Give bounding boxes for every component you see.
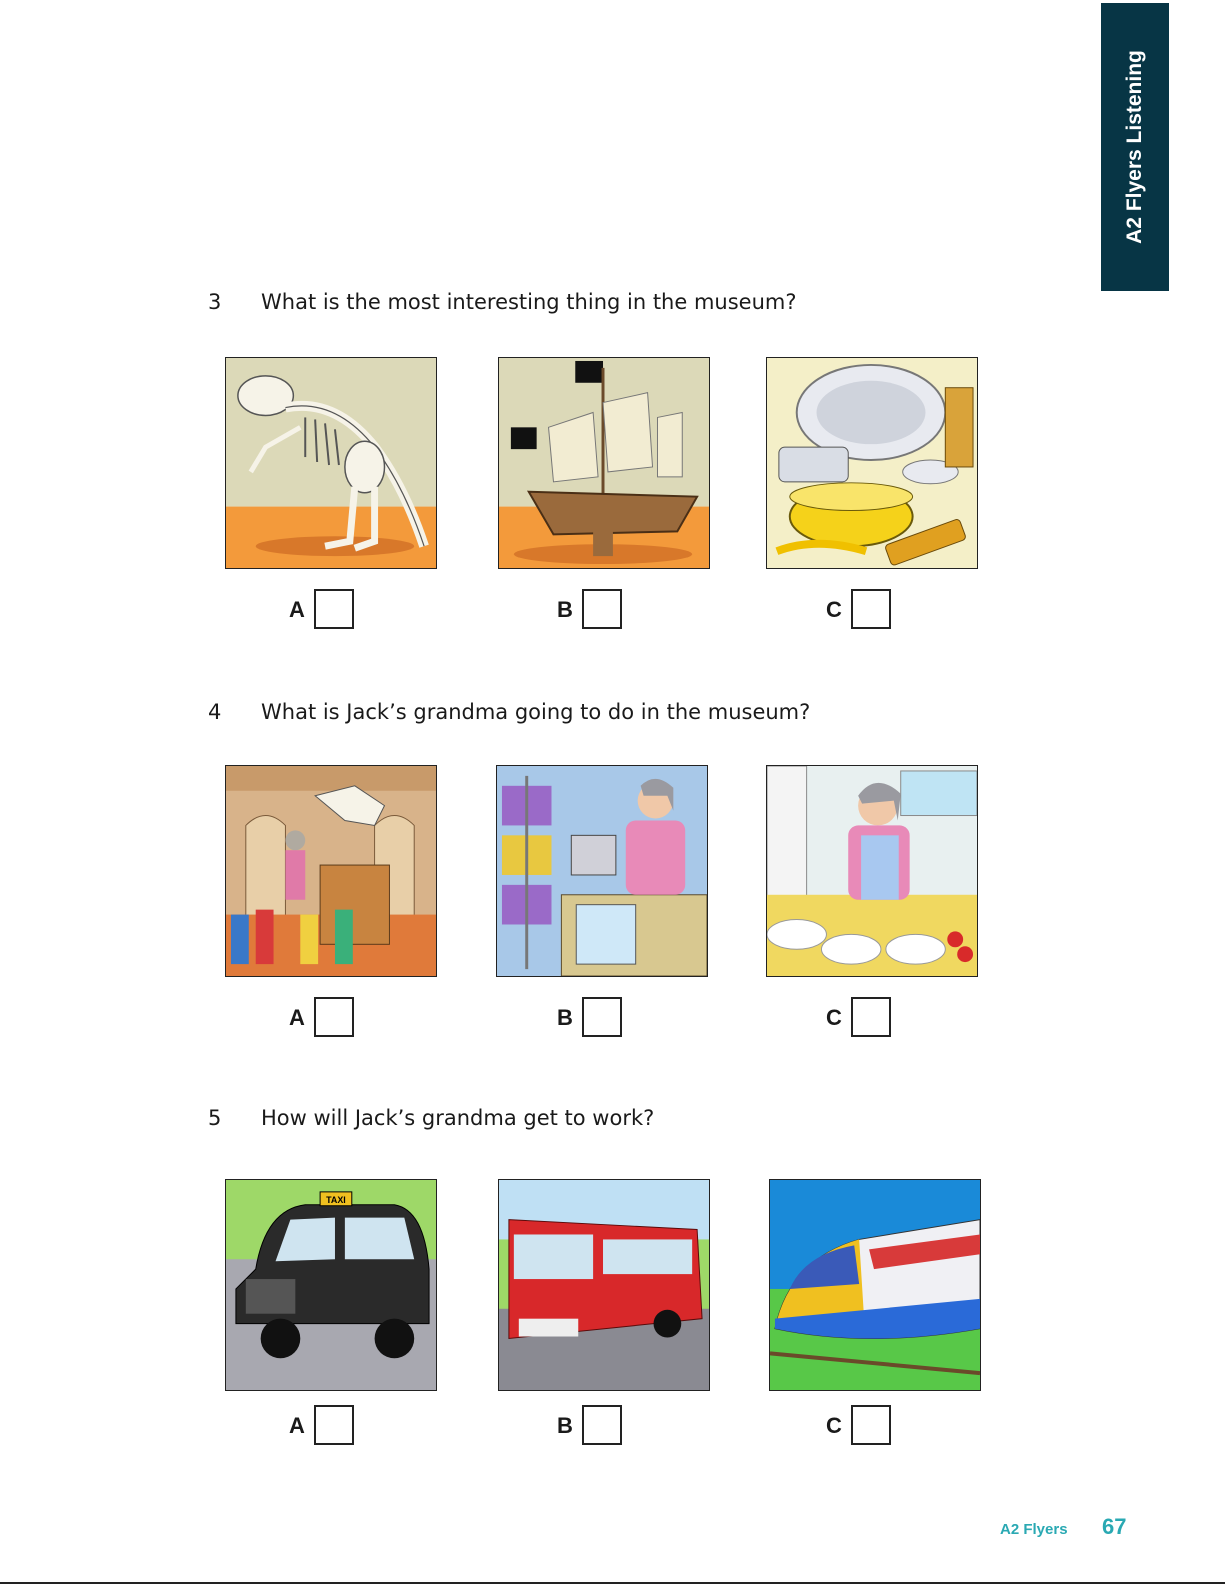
question-number: 5: [208, 1106, 222, 1130]
answer-option-5c[interactable]: [826, 1405, 896, 1447]
answer-option-5b[interactable]: [557, 1405, 627, 1447]
footer-label: A2 Flyers: [1000, 1521, 1068, 1538]
section-side-tab-label: A2 Flyers Listening: [1123, 50, 1146, 244]
option-letter: A: [289, 1005, 305, 1030]
picture-train: [769, 1179, 981, 1391]
picture-tour-guide: [225, 765, 437, 977]
answer-checkbox[interactable]: [582, 1405, 622, 1445]
answer-checkbox[interactable]: [582, 997, 622, 1037]
question-text: How will Jack’s grandma get to work?: [261, 1106, 655, 1130]
answer-checkbox[interactable]: [582, 589, 622, 629]
picture-bus: [498, 1179, 710, 1391]
answer-checkbox[interactable]: [851, 589, 891, 629]
option-letter: A: [289, 1413, 305, 1438]
picture-gift-shop: [496, 765, 708, 977]
page-number: 67: [1102, 1514, 1127, 1539]
option-letter: C: [826, 1413, 842, 1438]
option-letter: C: [826, 597, 842, 622]
bottom-divider: [0, 1582, 1225, 1584]
question-number: 3: [208, 290, 222, 314]
picture-treasure-items: [766, 357, 978, 569]
taxi-sign-text: TAXI: [326, 1194, 346, 1205]
answer-option-4a[interactable]: [289, 997, 359, 1039]
answer-checkbox[interactable]: [314, 1405, 354, 1445]
picture-taxi: [225, 1179, 437, 1391]
answer-checkbox[interactable]: [851, 997, 891, 1037]
answer-option-3a[interactable]: [289, 589, 359, 631]
answer-option-5a[interactable]: [289, 1405, 359, 1447]
answer-option-4b[interactable]: [557, 997, 627, 1039]
option-letter: C: [826, 1005, 842, 1030]
picture-dinosaur-skeleton: [225, 357, 437, 569]
answer-option-4c[interactable]: [826, 997, 896, 1039]
question-text: What is Jack’s grandma going to do in the museum?: [261, 700, 811, 724]
section-side-tab: [1101, 3, 1169, 291]
option-letter: B: [557, 1005, 573, 1030]
answer-checkbox[interactable]: [851, 1405, 891, 1445]
option-letter: B: [557, 1413, 573, 1438]
picture-making-sandwiches: [766, 765, 978, 977]
picture-pirate-ship: [498, 357, 710, 569]
answer-option-3b[interactable]: [557, 589, 627, 631]
option-letter: A: [289, 597, 305, 622]
answer-option-3c[interactable]: [826, 589, 896, 631]
question-text: What is the most interesting thing in the museum?: [261, 290, 797, 314]
option-letter: B: [557, 597, 573, 622]
answer-checkbox[interactable]: [314, 997, 354, 1037]
question-number: 4: [208, 700, 222, 724]
answer-checkbox[interactable]: [314, 589, 354, 629]
